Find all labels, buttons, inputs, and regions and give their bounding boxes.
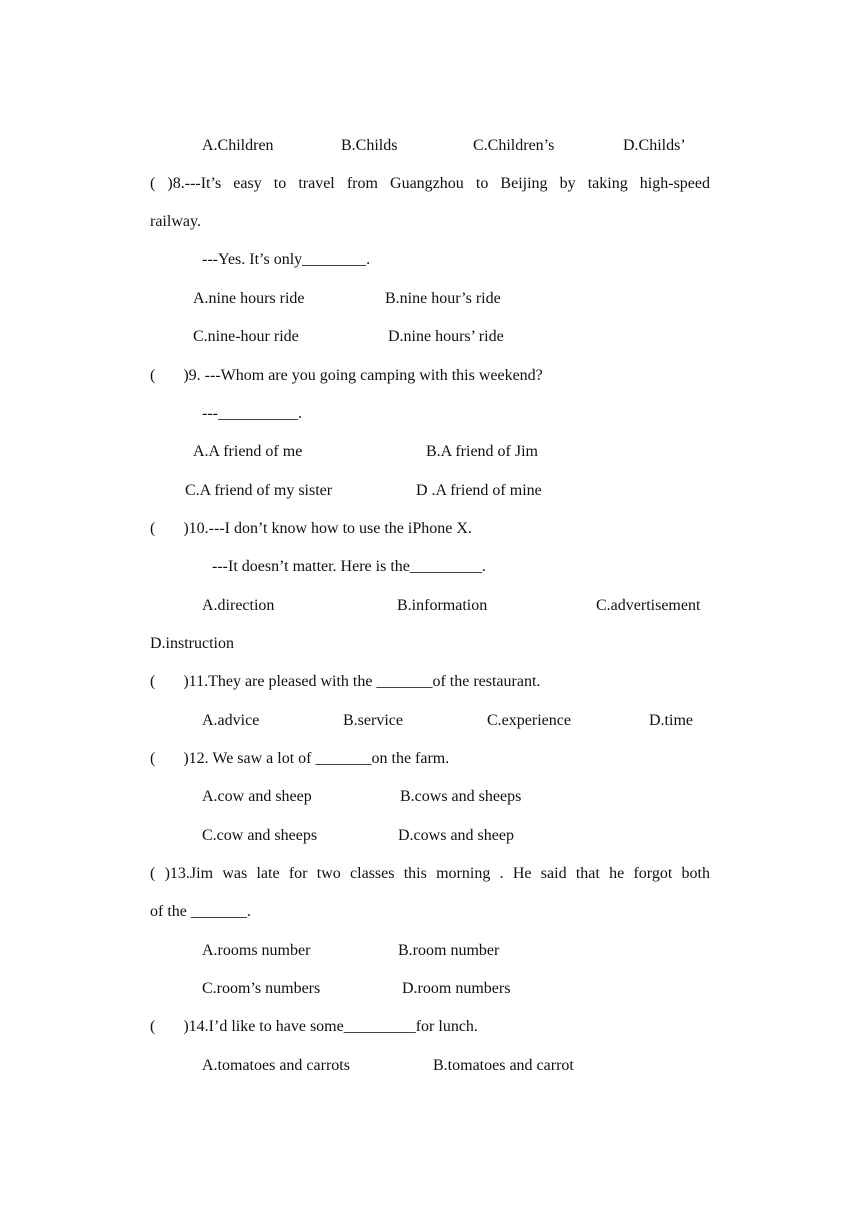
q8-option-a: A.nine hours ride <box>193 290 305 307</box>
q10-option-d: D.instruction <box>150 635 234 652</box>
q9-stem: ( )9. ---Whom are you going camping with this weekend? <box>150 367 543 384</box>
q10-option-a: A.direction <box>202 597 275 614</box>
q13-option-c: C.room’s numbers <box>202 980 321 997</box>
q8-reply: ---Yes. It’s only________. <box>202 251 371 268</box>
q13-option-d: D.room numbers <box>402 980 511 997</box>
q9-option-d: D .A friend of mine <box>416 482 542 499</box>
q7-option-d: D.Childs’ <box>623 137 686 154</box>
q8-option-c: C.nine-hour ride <box>193 328 299 345</box>
q11-option-c: C.experience <box>487 712 571 729</box>
q11-option-b: B.service <box>343 712 403 729</box>
q13-stem-line1: ( )13.Jim was late for two classes this morning . He said that he forgot both <box>150 865 710 882</box>
q14-option-b: B.tomatoes and carrot <box>433 1057 574 1074</box>
q10-stem: ( )10.---I don’t know how to use the iPhone X. <box>150 520 472 537</box>
q9-option-c: C.A friend of my sister <box>185 482 333 499</box>
q11-option-d: D.time <box>649 712 693 729</box>
q7-option-a: A.Children <box>202 137 274 154</box>
q12-stem: ( )12. We saw a lot of _______on the farm. <box>150 750 450 767</box>
q8-stem-line2: railway. <box>150 213 201 230</box>
q12-option-a: A.cow and sheep <box>202 788 312 805</box>
q8-option-d: D.nine hours’ ride <box>388 328 504 345</box>
q13-stem-line2: of the _______. <box>150 903 251 920</box>
q8-option-b: B.nine hour’s ride <box>385 290 501 307</box>
q9-option-b: B.A friend of Jim <box>426 443 538 460</box>
q10-option-b: B.information <box>397 597 488 614</box>
q11-option-a: A.advice <box>202 712 260 729</box>
q12-option-d: D.cows and sheep <box>398 827 514 844</box>
q8-stem-line1: ( )8.---It’s easy to travel from Guangzhou to Beijing by taking high-speed <box>150 175 710 192</box>
q7-option-c: C.Children’s <box>473 137 555 154</box>
q10-reply: ---It doesn’t matter. Here is the_________. <box>212 558 486 575</box>
q9-reply: ---__________. <box>202 405 302 422</box>
q12-option-c: C.cow and sheeps <box>202 827 318 844</box>
q13-option-a: A.rooms number <box>202 942 311 959</box>
q14-option-a: A.tomatoes and carrots <box>202 1057 350 1074</box>
q14-stem: ( )14.I’d like to have some_________for lunch. <box>150 1018 478 1035</box>
q9-option-a: A.A friend of me <box>193 443 303 460</box>
q13-option-b: B.room number <box>398 942 500 959</box>
q7-option-b: B.Childs <box>341 137 398 154</box>
q12-option-b: B.cows and sheeps <box>400 788 522 805</box>
q10-option-c: C.advertisement <box>596 597 701 614</box>
q11-stem: ( )11.They are pleased with the _______of the restaurant. <box>150 673 541 690</box>
